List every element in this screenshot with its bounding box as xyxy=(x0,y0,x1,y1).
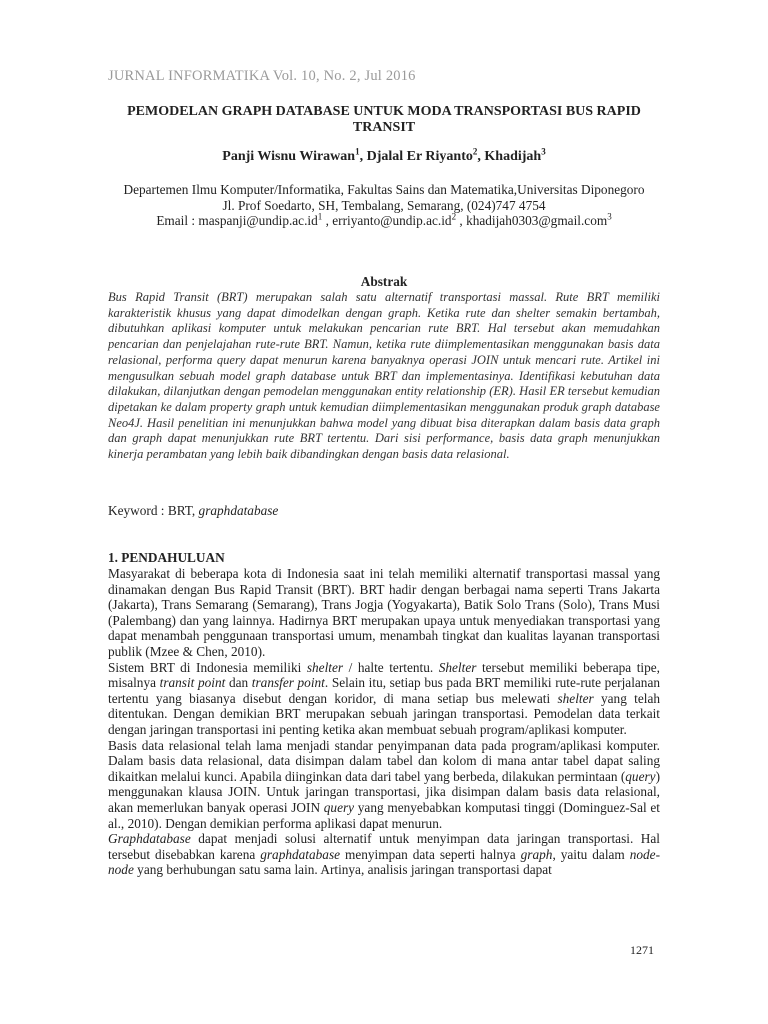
italic-term: node-node xyxy=(108,846,661,878)
email-affil-mark: 3 xyxy=(607,211,612,222)
email-address: khadijah0303@gmail.com xyxy=(466,213,608,229)
italic-term: Shelter xyxy=(438,659,477,675)
section-heading: 1. PENDAHULUAN xyxy=(108,550,225,565)
paragraph xyxy=(108,738,660,832)
paragraph: Masyarakat di beberapa kota di Indonesia saat ini telah memiliki alternatif transportasi massal yang dinamakan dengan Bus Rapid Transit (BRT). BRT hadir dengan berbagai nama seperti Trans Jakarta (Jakarta), Trans Semarang (Semarang), Trans Jogja (Yogyakarta), Batik Solo Trans (Solo), Trans Musi (Palembang) dan yang lainnya. Hadirnya BRT merupakan upaya untuk menyediakan transportasi yang dapat menambah penggunaan transportasi umum, menambah tingkat dan kualitas layanan transportasi publik (Mzee & Chen, 2010). xyxy=(108,566,660,659)
keyword-value: graphdatabase xyxy=(198,503,279,518)
paper-title: PEMODELAN GRAPH DATABASE UNTUK MODA TRANSPORTASI BUS RAPID TRANSIT xyxy=(127,104,641,135)
paragraph xyxy=(108,831,660,878)
text-run: tersebut memiliki beberapa tipe, misalnya xyxy=(108,659,660,691)
text-run: Basis data relasional telah lama menjadi standar penyimpanan data pada program/aplikasi komputer. Dalam basis data relasional, data disimpan dalam tabel dan kolom di mana antar tabel dapat saling dikaitkan melalui kunci. Apabila diinginkan data dari tabel yang berbeda, dilakukan permintaan ( xyxy=(108,737,660,784)
email-affil-mark: 2 xyxy=(451,211,457,222)
keyword-line xyxy=(108,503,660,519)
author-name: Djalal Er Riyanto xyxy=(366,149,473,164)
email-label: Email : xyxy=(156,213,199,229)
text-run: / halte tertentu. xyxy=(343,659,439,675)
author-separator: , xyxy=(477,149,485,164)
text-run: yang telah ditentukan. Dengan demikian BRT merupakan sebuah jaringan transportasi. Pemodelan data terkait dengan jaringan transportasi ini penting ketika akan membuat sebuah program/aplikasi komputer. xyxy=(108,690,660,737)
abstract-heading: Abstrak xyxy=(360,274,408,289)
page-number: 1271 xyxy=(630,943,654,957)
italic-term: query xyxy=(323,799,355,815)
keyword-label: Keyword : BRT, xyxy=(108,503,199,518)
author-name: Khadijah xyxy=(484,149,542,164)
body-text xyxy=(108,566,660,878)
italic-term: transit point xyxy=(159,675,226,691)
author-affil-mark: 1 xyxy=(355,146,360,157)
journal-header: JURNAL INFORMATIKA Vol. 10, No. 2, Jul 2016 xyxy=(108,68,416,84)
author-line xyxy=(108,146,660,165)
email-line: Email : $maspanji@undip.ac.id^1$ , $erriyanto@undip.ac.id^2$ , khadijah0303@gmail.com$^3$ xyxy=(156,211,612,229)
text-run: dan xyxy=(225,675,252,691)
affiliation-block xyxy=(108,182,660,229)
email-address: erriyanto@undip.ac.id xyxy=(332,213,452,229)
text-run: . Selain itu, setiap bus pada BRT memiliki rute-rute perjalanan tertentu yang biasanya disebut dengan koridor, di mana setiap bus melewati xyxy=(108,675,660,706)
italic-term: query xyxy=(625,768,656,784)
author-separator: , xyxy=(359,149,367,164)
author-name: Panji Wisnu Wirawan xyxy=(222,149,356,164)
text-run: menyimpan data seperti halnya xyxy=(340,846,521,862)
department: Departemen Ilmu Komputer/Informatika, Fakultas Sains dan Matematika,Universitas Diponegoro xyxy=(123,182,645,197)
italic-term: shelter xyxy=(557,690,594,706)
italic-term: Graphdatabase xyxy=(108,831,191,847)
text-run: yang menyebabkan komputasi tinggi (Dominguez-Sal et al., 2010). Dengan demikian performa aplikasi dapat menurun. xyxy=(108,799,660,831)
italic-term: graph xyxy=(520,846,553,862)
email-address: maspanji@undip.ac.id xyxy=(198,213,318,229)
italic-term: transfer point xyxy=(251,675,325,691)
italic-term: graphdatabase xyxy=(260,846,341,862)
text-run: dapat menjadi solusi alternatif untuk menyimpan data jaringan transportasi. Hal tersebut disebabkan karena xyxy=(108,831,660,862)
abstract-text: Bus Rapid Transit (BRT) merupakan salah satu alternatif transportasi massal. Rute BRT memiliki karakteristik khusus yang dapat dimodelkan dengan graph. Ketika rute dan shelter semakin bertambah, dibutuhkan aplikasi komputer untuk melakukan pencarian rute BRT. Hal tersebut akan memudahkan pencarian dan penjelajahan rute-rute BRT. Namun, ketika rute diimplementasikan menggunakan basis data relasional, performa query dapat menurun karena banyaknya operasi JOIN untuk mencari rute. Artikel ini mengusulkan sebuah model graph database untuk BRT dan implementasinya. Identifikasi kebutuhan data dilakukan, dilanjutkan dengan pemodelan menggunakan entity relationship (ER). Hasil ER tersebut kemudian dipetakan ke dalam property graph untuk kemudian diimplementasikan menggunakan produk graph database Neo4J. Hasil penelitian ini menunjukkan bahwa model yang dibuat bisa diterapkan dalam basis data graph dan graph dapat menunjukkan rute BRT tertentu. Dari sisi performance, basis data graph menunjukkan kinerja perambatan yang lebih baik dibandingkan dengan basis data relasional. xyxy=(108,290,660,462)
text-run: Sistem BRT di Indonesia memiliki xyxy=(108,659,307,675)
paragraph xyxy=(108,660,660,738)
author-affil-mark: 3 xyxy=(541,146,546,157)
email-affil-mark: 1 xyxy=(317,211,323,222)
text-run: ) menggunakan klausa JOIN. Untuk jaringan transportasi, jika disimpan dalam basis data relasional, akan memerlukan banyak operasi JOIN xyxy=(108,768,660,815)
italic-term: shelter xyxy=(306,659,344,675)
address: Jl. Prof Soedarto, SH, Tembalang, Semarang, (024)747 4754 xyxy=(222,197,546,213)
text-run: , yaitu dalam xyxy=(552,846,630,862)
author-affil-mark: 2 xyxy=(472,146,478,157)
text-run: yang berhubungan satu sama lain. Artinya, analisis jaringan transportasi dapat xyxy=(133,862,552,878)
